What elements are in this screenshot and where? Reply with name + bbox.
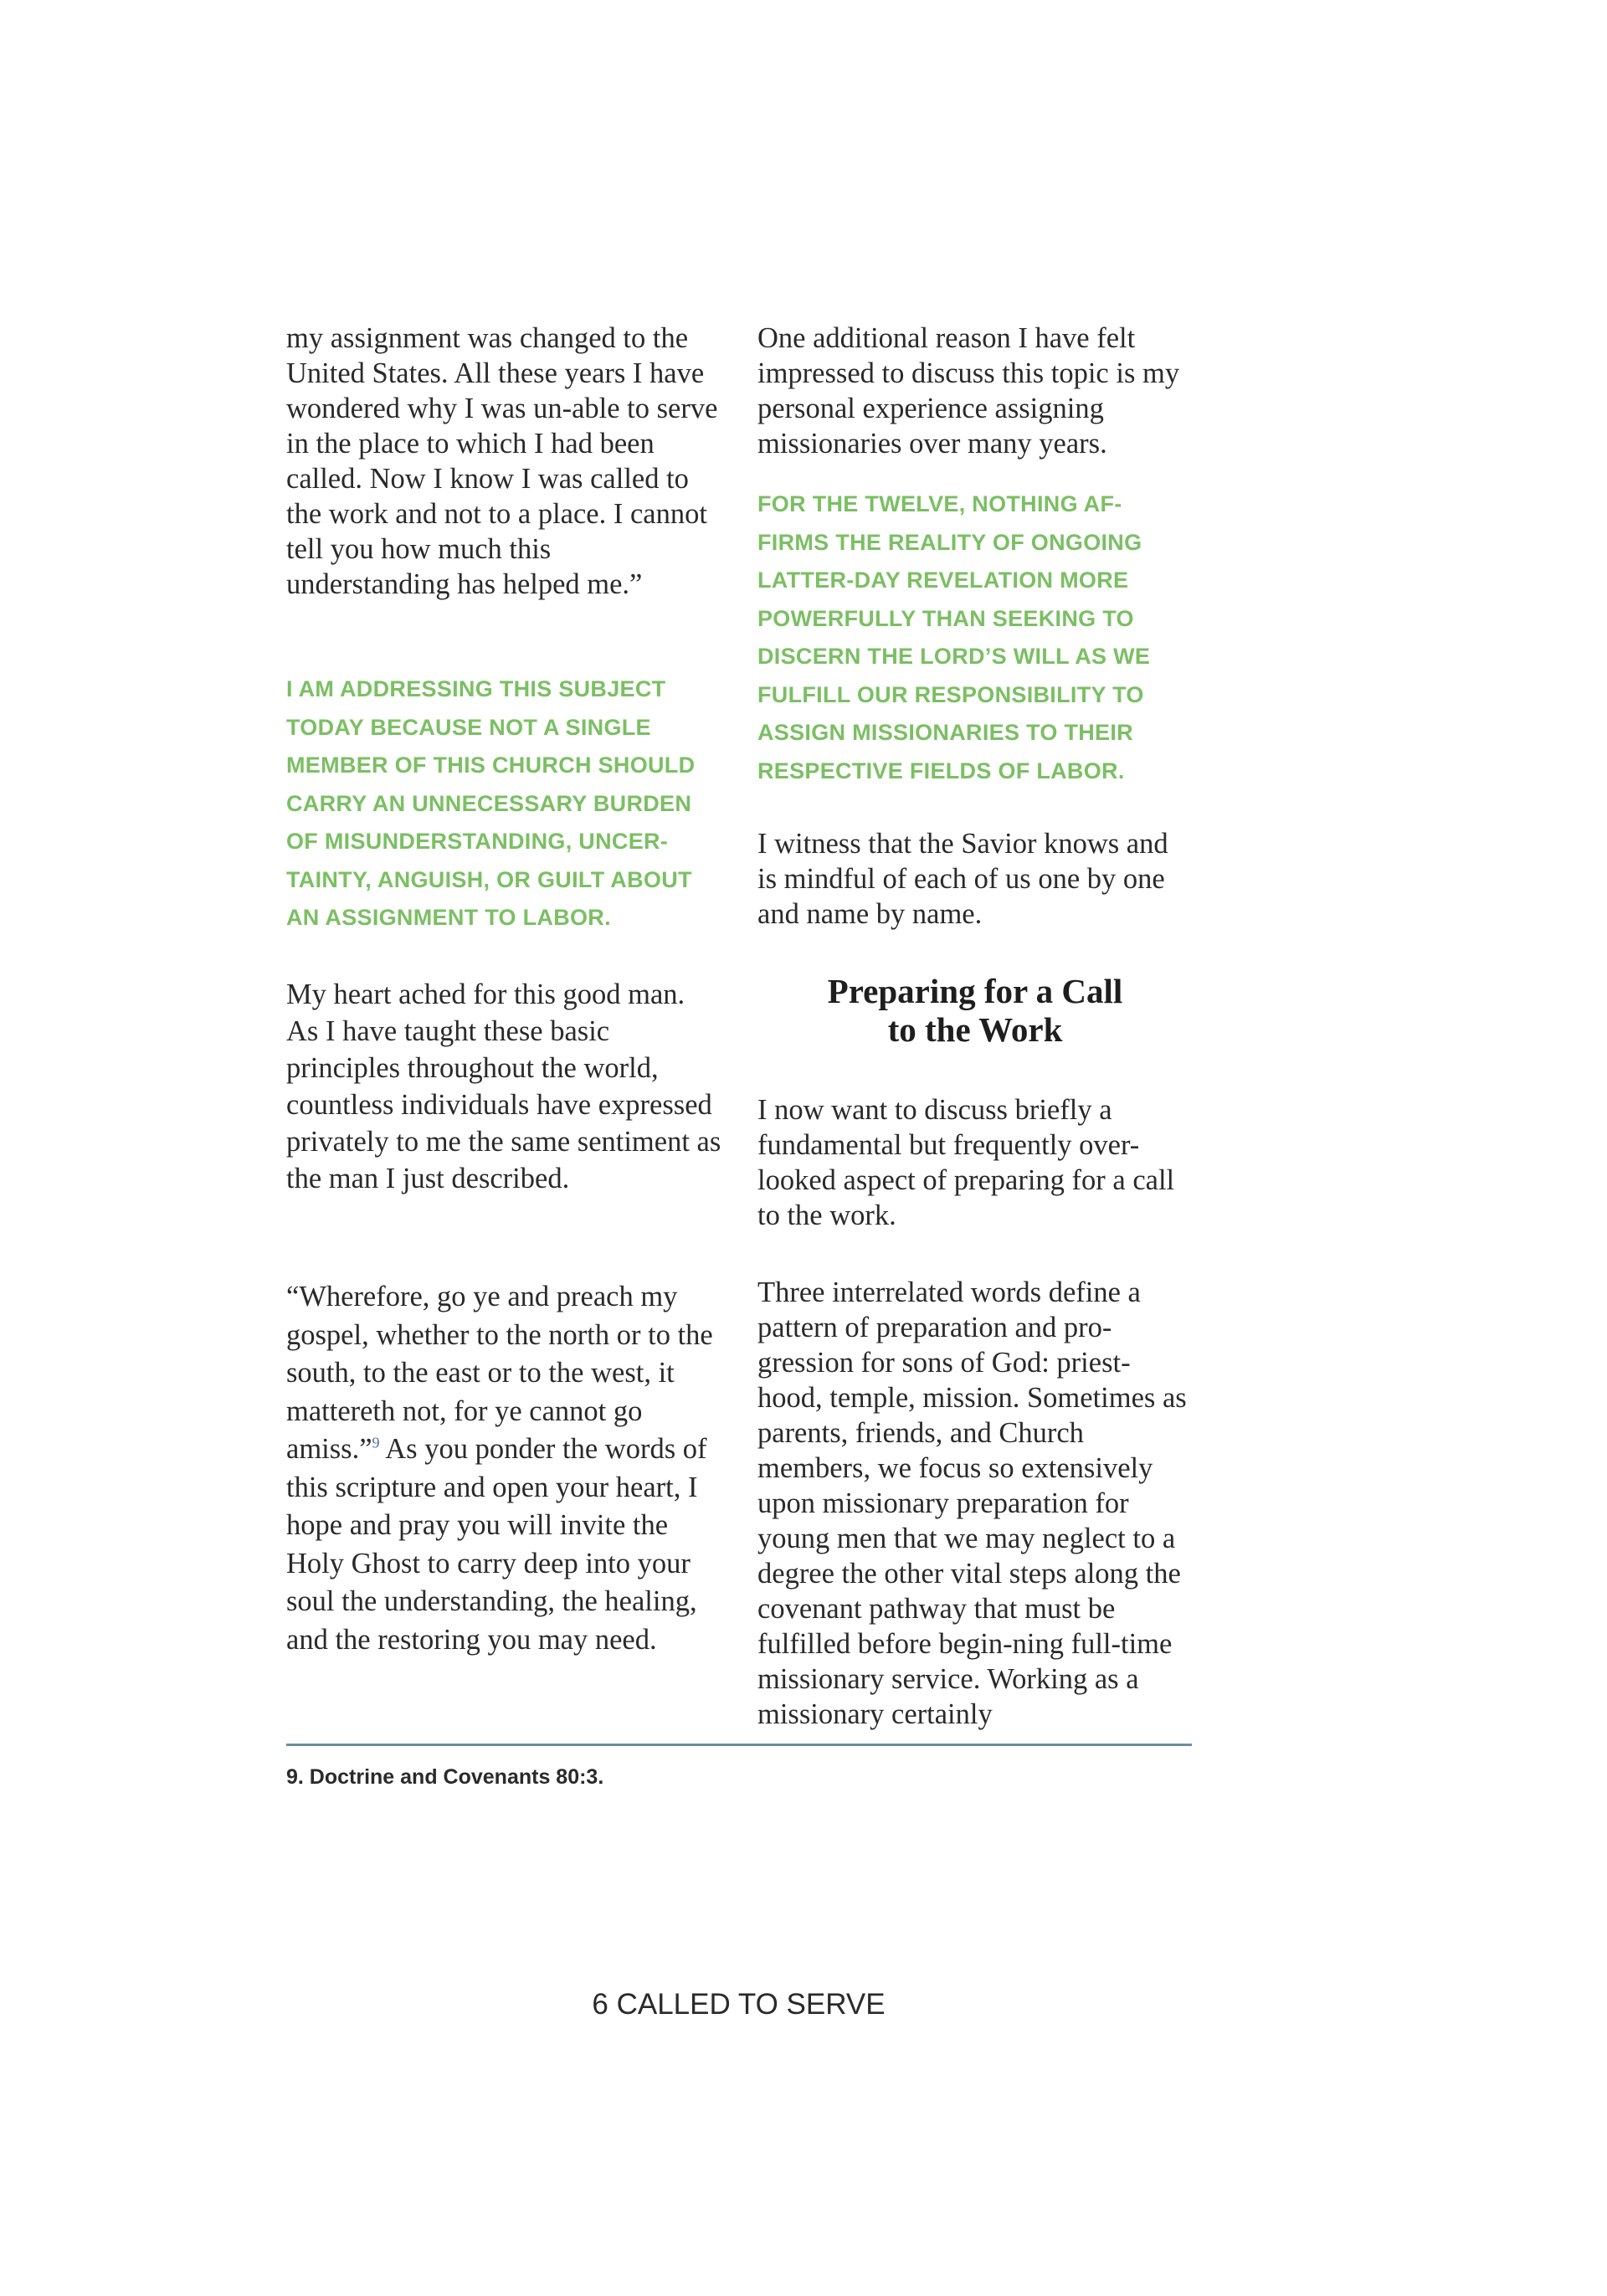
scripture-quote: “Wherefore, go ye and preach my gospel, whether to the north or to the south, to the east or to the west, it mattereth not, for ye cannot go amiss.”	[286, 1281, 713, 1465]
right-paragraph-4: Three interrelated words define a pattern of preparation and pro-gression for sons of God: priest-hood, temple, mission. Sometimes as parents, friends, and Church members, we focus so extensively upon missionary preparation for young men that we may neglect to a degree the other vital steps along the covenant pathway that must be fulfilled before begin-ning full-time missionary service. Working as a missionary certainly	[757, 1276, 1187, 1730]
footnote: 9. Doctrine and Covenants 80:3.	[286, 1765, 604, 1789]
right-paragraph-1: One additional reason I have felt impressed to discuss this topic is my personal experience assigning missionaries over many years.	[757, 322, 1180, 460]
footnote-divider	[286, 1744, 1192, 1746]
left-paragraph-1: my assignment was changed to the United States. All these years I have wondered why I was un-able to serve in the place to which I had been called. Now I know I was called to the work and not to a place. I cannot tell you how much this understanding has helped me.”	[286, 322, 718, 600]
left-paragraph-3	[286, 1278, 721, 1659]
page-folio: 6 CALLED TO SERVE	[592, 1988, 886, 2021]
section-heading-line-1: Preparing for a Call	[827, 972, 1123, 1010]
right-paragraph-2: I witness that the Savior knows and is mindful of each of us one by one and name by name.	[757, 828, 1168, 930]
section-heading	[757, 972, 1193, 1049]
left-paragraph-2: My heart ached for this good man. As I have taught these basic principles throughout the world, countless individuals have expressed privately to me the same sentiment as the man I just described.	[286, 978, 721, 1194]
left-paragraph-3-continuation: As you ponder the words of this scripture and open your heart, I hope and pray you will invite the Holy Ghost to carry deep into your soul the understanding, the healing, and the restoring you may need.	[286, 1433, 707, 1656]
left-pull-quote: I AM ADDRESSING THIS SUBJECT TODAY BECAUSE NOT A SINGLE MEMBER OF THIS CHURCH SHOULD CARRY AN UNNECESSARY BURDEN OF MISUNDERSTANDING, UNCER-TAINTY, ANGUISH, OR GUILT ABOUT AN ASSIGNMENT TO LABOR.	[286, 676, 696, 930]
footnote-reference[interactable]: 9	[372, 1434, 380, 1451]
right-pull-quote: FOR THE TWELVE, NOTHING AF-FIRMS THE REALITY OF ONGOING LATTER-DAY REVELATION MORE POWERFULLY THAN SEEKING TO DISCERN THE LORD’S WILL AS WE FULFILL OUR RESPONSIBILITY TO ASSIGN MISSIONARIES TO THEIR RESPECTIVE FIELDS OF LABOR.	[757, 491, 1151, 783]
section-heading-line-2: to the Work	[887, 1010, 1063, 1049]
right-paragraph-3: I now want to discuss briefly a fundamental but frequently over-looked aspect of preparing for a call to the work.	[757, 1094, 1175, 1231]
